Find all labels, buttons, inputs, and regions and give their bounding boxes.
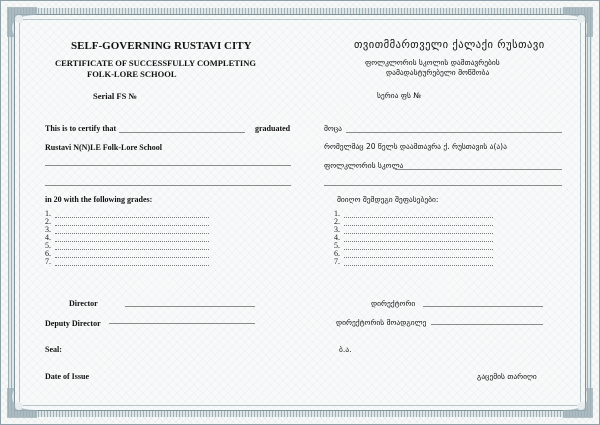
grade-number: 6. (45, 249, 51, 258)
grade-number: 3. (45, 225, 51, 234)
serial-label-ka: სერია ფს № (377, 91, 422, 100)
city-title-ka: თვითმმართველი ქალაქი რუსთავი (354, 39, 545, 51)
corner-ornament-icon (5, 5, 39, 39)
corner-ornament-icon (5, 386, 39, 420)
serial-label-en: Serial FS № (93, 91, 137, 101)
deputy-label-ka: დირექტორის მოადგილე (336, 318, 427, 327)
grade-line (344, 265, 493, 266)
director-label-en: Director (69, 299, 98, 308)
grade-line (55, 265, 209, 266)
seal-label-en: Seal: (45, 345, 62, 354)
corner-ornament-icon (561, 386, 595, 420)
director-signature-line-ka (423, 306, 543, 307)
blank-line-en (45, 165, 291, 166)
grade-number: 1. (334, 209, 340, 218)
school-name-en: Rustavi N(N)LE Folk-Lore School (45, 143, 162, 152)
certify-label-ka: მოცა (324, 124, 342, 133)
grade-line (344, 257, 493, 258)
grade-line (55, 241, 209, 242)
year-line-ka: რომელმაც 20 წელს დაამთავრა ქ. რუსთავის ა(ა)ა (324, 142, 507, 151)
grade-line (55, 217, 209, 218)
date-label-en: Date of Issue (45, 372, 89, 381)
grade-line (55, 225, 209, 226)
deputy-signature-line-ka (431, 324, 543, 325)
director-signature-line-en (125, 306, 255, 307)
grade-number: 2. (334, 217, 340, 226)
grade-number: 6. (334, 249, 340, 258)
grade-line (344, 249, 493, 250)
grade-number: 1. (45, 209, 51, 218)
blank-line-en-2 (45, 185, 291, 186)
grade-line (55, 257, 209, 258)
deputy-signature-line-en (109, 323, 255, 324)
graduated-label-en: graduated (255, 124, 291, 133)
grade-number: 7. (45, 257, 51, 266)
deputy-label-en: Deputy Director (45, 319, 101, 328)
grades-label-en: in 20 with the following grades: (45, 195, 153, 204)
school-line-ka (395, 169, 562, 170)
grade-line (344, 225, 493, 226)
grades-label-ka: მიიღო შემდეგი შეფასებები: (337, 195, 439, 204)
name-line-ka (346, 132, 562, 133)
corner-ornament-icon (561, 5, 595, 39)
seal-label-ka: ბ.ა. (339, 345, 352, 354)
grade-number: 3. (334, 225, 340, 234)
name-line-en (119, 132, 245, 133)
school-label-ka: ფოლკლორის სკოლა (324, 161, 404, 170)
grade-number: 5. (45, 241, 51, 250)
grade-number: 4. (45, 233, 51, 242)
certificate-title-en-1: CERTIFICATE OF SUCCESSFULLY COMPLETING (55, 58, 256, 68)
certify-label-en: This is to certify that (45, 124, 117, 133)
grade-line (344, 217, 493, 218)
grade-line (55, 249, 209, 250)
grade-number: 2. (45, 217, 51, 226)
certificate-title-ka-1: ფოლკლორის სკოლის დამთავრების (365, 58, 500, 67)
date-label-ka: გაცემის თარიღი (477, 372, 537, 381)
certificate-title-ka-2: დამადასტურებელი მოწმობა (386, 68, 490, 77)
city-title-en: SELF-GOVERNING RUSTAVI CITY (71, 40, 252, 52)
grade-line (344, 233, 493, 234)
grade-line (55, 233, 209, 234)
grade-number: 7. (334, 257, 340, 266)
director-label-ka: დირექტორი (371, 299, 416, 308)
blank-line-ka (324, 185, 562, 186)
grade-line (344, 241, 493, 242)
grade-number: 5. (334, 241, 340, 250)
grade-number: 4. (334, 233, 340, 242)
certificate-title-en-2: FOLK-LORE SCHOOL (87, 69, 177, 79)
